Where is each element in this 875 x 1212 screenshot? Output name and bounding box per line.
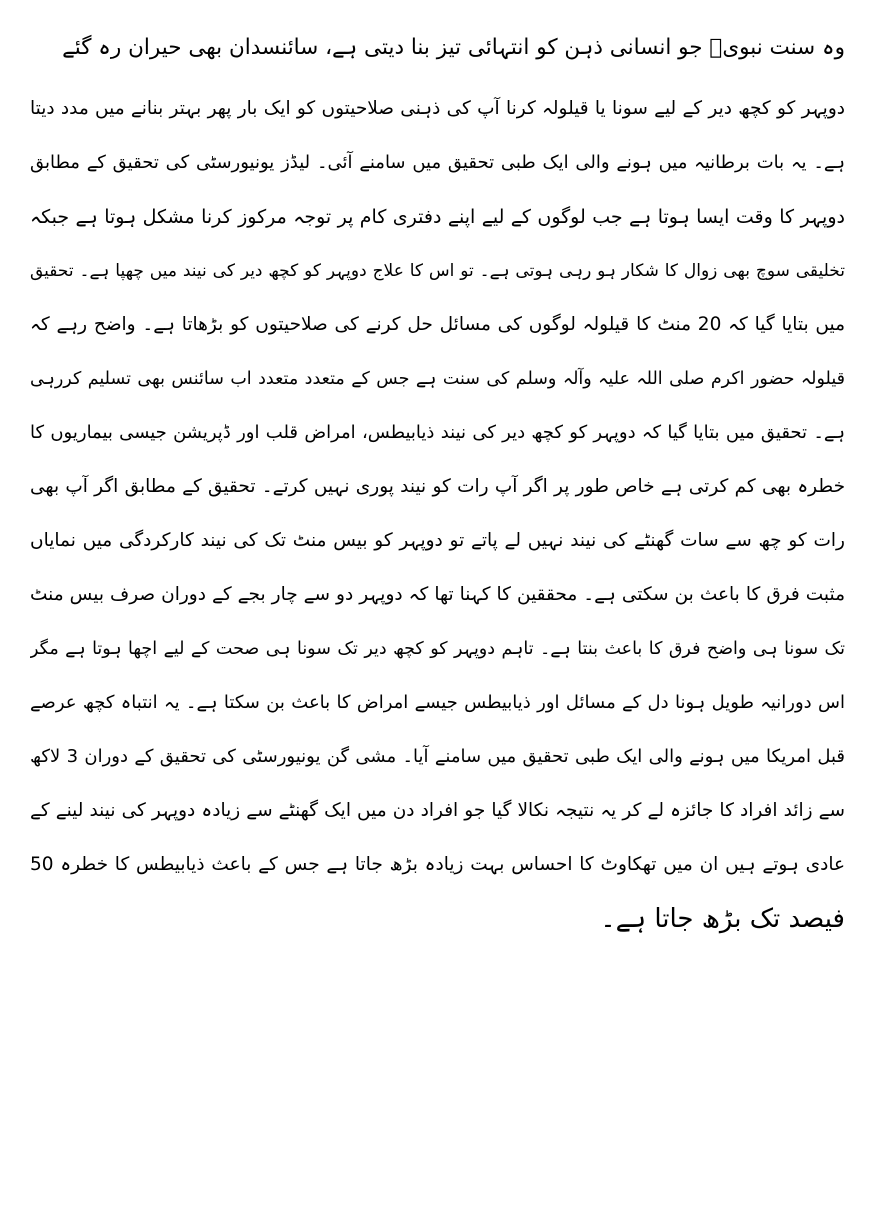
article-line: خطرہ بھی کم کرتی ہے خاص طور پر اگر آپ رات کو نیند پوری نہیں کرتے۔ تحقیق کے مطابق اگر آپ بھی [30,476,845,497]
article-line: رات کو چھ سے سات گھنٹے کی نیند نہیں لے پاتے تو دوپہر کو بیس منٹ تک کی نیند کارکردگی میں نمایاں [30,530,845,551]
article-line: ہے۔ تحقیق میں بتایا گیا کہ دوپہر کو کچھ دیر کی نیند ذیابیطس، امراض قلب اور ڈپریشن جیسی بیماریوں کا [30,422,845,443]
article-line: مثبت فرق کا باعث بن سکتی ہے۔ محققین کا کہنا تھا کہ دوپہر دو سے چار بجے کے دوران صرف بیس منٹ [30,584,845,605]
article-line: قبل امریکا میں ہونے والی ایک طبی تحقیق میں سامنے آیا۔ مشی گن یونیورسٹی کی تحقیق کے دوران 3 لاکھ [30,746,845,767]
article-line: عادی ہوتے ہیں ان میں تھکاوٹ کا احساس بہت زیادہ بڑھ جاتا ہے جس کے باعث ذیابیطس کا خطرہ 50 [30,854,845,875]
article-line: فیصد تک بڑھ جاتا ہے۔ [600,904,845,934]
article-line: ہے۔ یہ بات برطانیہ میں ہونے والی ایک طبی تحقیق میں سامنے آئی۔ لیڈز یونیورسٹی کی تحقیق کے مطابق [30,152,845,173]
article-body [30,82,845,946]
article-line: دوپہر کا وقت ایسا ہوتا ہے جب لوگوں کے لیے اپنے دفتری کام پر توجہ مرکوز کرنا مشکل ہوتا ہے جبکہ [30,206,845,228]
article-line: میں بتایا گیا کہ 20 منٹ کا قیلولہ لوگوں کی مسائل حل کرنے کی صلاحیتوں کو بڑھاتا ہے۔ واضح رہے کہ [30,314,845,335]
article-line: دوپہر کو کچھ دیر کے لیے سونا یا قیلولہ کرنا آپ کی ذہنی صلاحیتوں کو ایک بار پھر بہتر بنانے میں مدد دیتا [30,98,845,119]
article-headline: وہ سنت نبویؐ جو انسانی ذہن کو انتہائی تیز بنا دیتی ہے، سائنسدان بھی حیران رہ گئے [62,35,845,60]
article-line: تک سونا ہی واضح فرق کا باعث بنتا ہے۔ تاہم دوپہر کو کچھ دیر تک سونا ہی صحت کے لیے اچھا ہوتا ہے مگر [30,639,845,659]
article-line: تخلیقی سوچ بھی زوال کا شکار ہو رہی ہوتی ہے۔ تو اس کا علاج دوپہر کو کچھ دیر کی نیند میں چھپا ہے۔ تحقیق [30,261,845,281]
article-line: قیلولہ حضور اکرم صلی اللہ علیہ وآلہ وسلم کی سنت ہے جس کے متعدد متعدد اب سائنس بھی تسلیم کررہی [30,369,845,389]
article-line: اس دورانیہ طویل ہونا دل کے مسائل اور ذیابیطس جیسے امراض کا باعث بن سکتا ہے۔ یہ انتباہ کچھ عرصے [30,692,845,713]
article-line: سے زائد افراد کا جائزہ لے کر یہ نتیجہ نکالا گیا جو افراد دن میں ایک گھنٹے سے زیادہ دوپہر کی نیند لینے کے [30,800,845,821]
